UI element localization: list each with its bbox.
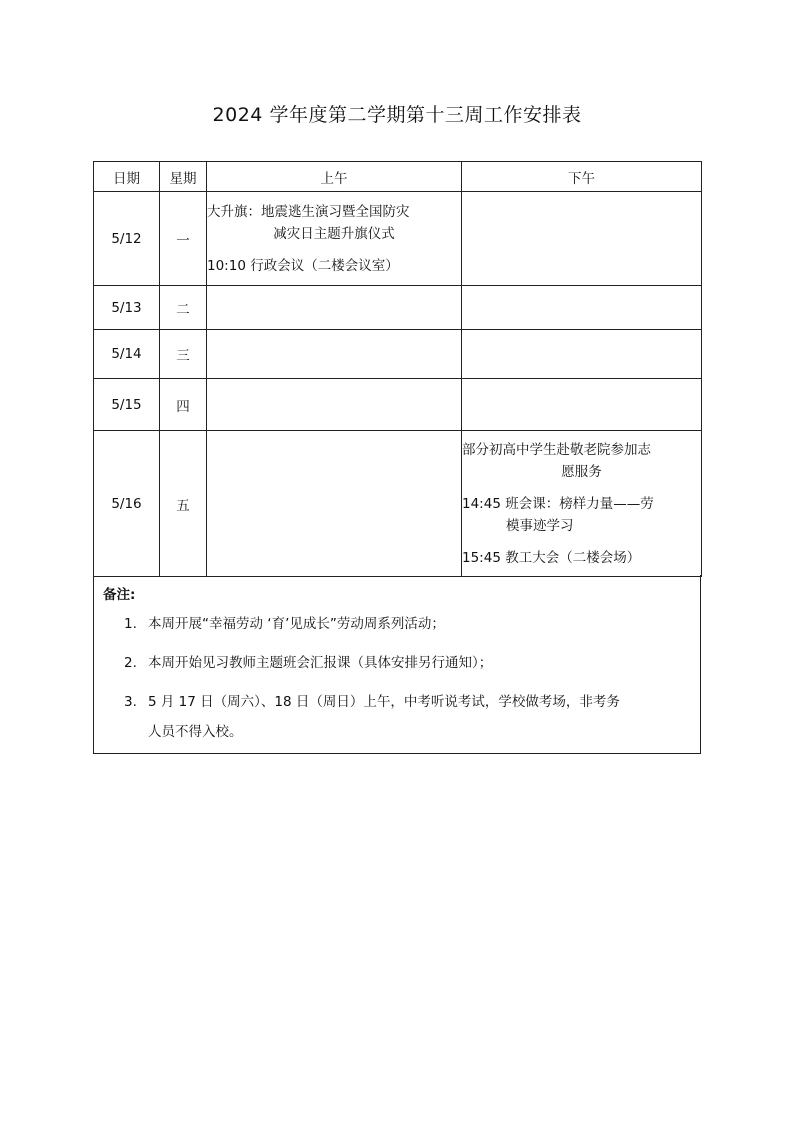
row-afternoon: [462, 192, 702, 286]
row-afternoon: [462, 330, 702, 379]
note-item: [124, 652, 694, 674]
note-number: 2.: [124, 655, 137, 671]
afternoon-line: 模事迹学习: [506, 517, 574, 534]
note-text: 5 月 17 日（周六）、18 日（周日）上午，中考听说考试，学校做考场，非考务: [148, 694, 620, 710]
header-afternoon: 下午: [462, 162, 702, 192]
notes-title: 备注:: [103, 587, 136, 603]
row-morning: [207, 431, 462, 577]
table-header-row: [94, 162, 702, 192]
row-afternoon: [462, 286, 702, 330]
row-weekday: 一: [160, 192, 207, 286]
row-afternoon: [462, 379, 702, 431]
schedule-table: [93, 161, 702, 577]
row-morning: [207, 379, 462, 431]
table-row: [94, 286, 702, 330]
row-date: 5/16: [94, 431, 160, 577]
table-row: [94, 379, 702, 431]
note-number: 3.: [124, 694, 137, 710]
table-row: [94, 192, 702, 286]
header-date: 日期: [94, 162, 160, 192]
row-morning: [207, 330, 462, 379]
row-weekday: 二: [160, 286, 207, 330]
row-weekday: 四: [160, 379, 207, 431]
note-continuation: 人员不得入校。: [148, 724, 243, 740]
note-text: 本周开始见习教师主题班会汇报课（具体安排另行通知）；: [148, 655, 493, 671]
note-item: [124, 613, 694, 635]
afternoon-line: 14:45 班会课：榜样力量——劳: [462, 495, 654, 512]
table-row: [94, 431, 702, 577]
afternoon-line: 愿服务: [561, 463, 602, 480]
note-item: [124, 691, 694, 713]
table-row: [94, 330, 702, 379]
row-morning: [207, 192, 462, 286]
note-number: 1.: [124, 616, 137, 632]
note-text: 本周开展“幸福劳动 ‘育’见成长”劳动周系列活动；: [148, 616, 445, 632]
morning-line: 10:10 行政会议（二楼会议室）: [207, 257, 399, 274]
row-date: 5/12: [94, 192, 160, 286]
row-date: 5/13: [94, 286, 160, 330]
header-weekday: 星期: [160, 162, 207, 192]
row-weekday: 三: [160, 330, 207, 379]
notes-box: [93, 575, 701, 754]
afternoon-line: 部分初高中学生赴敬老院参加志: [462, 441, 651, 458]
row-morning: [207, 286, 462, 330]
afternoon-line: 15:45 教工大会（二楼会场）: [462, 549, 641, 566]
page-title: 2024 学年度第二学期第十三周工作安排表: [212, 104, 582, 126]
row-date: 5/14: [94, 330, 160, 379]
row-afternoon: [462, 431, 702, 577]
morning-line: 大升旗：地震逃生演习暨全国防灾: [207, 203, 410, 220]
row-weekday: 五: [160, 431, 207, 577]
header-morning: 上午: [207, 162, 462, 192]
morning-line: 减灾日主题升旗仪式: [273, 225, 395, 242]
row-date: 5/15: [94, 379, 160, 431]
